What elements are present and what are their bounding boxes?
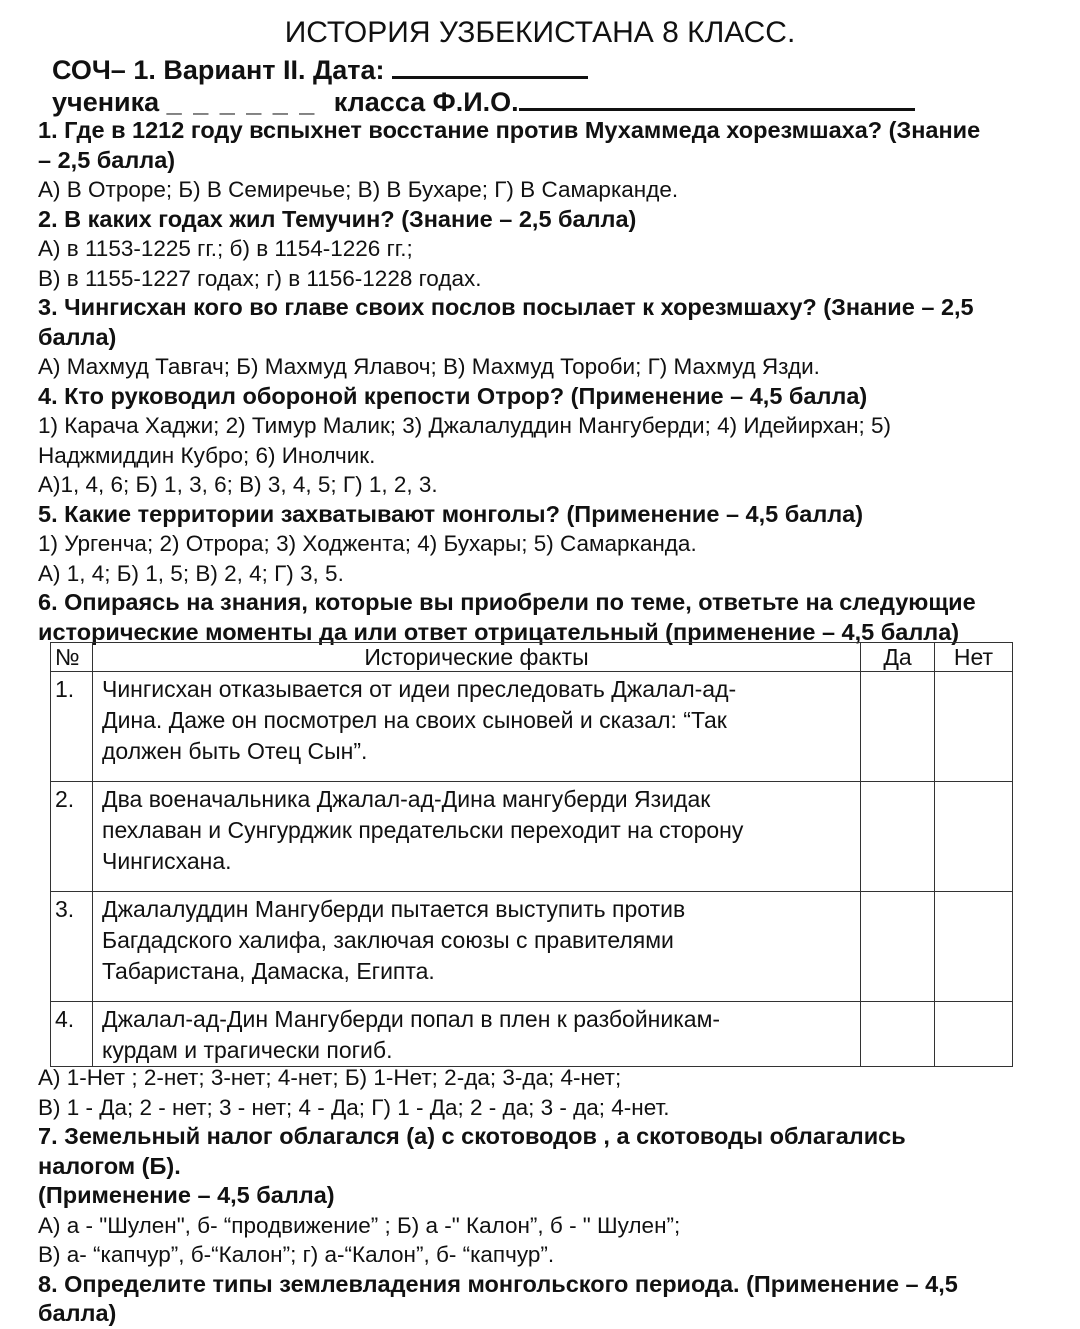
question-6 <box>38 588 1048 647</box>
question-text: – 2,5 балла) <box>38 146 176 173</box>
question-text: 7. Земельный налог облагался (а) с скотоводов , а скотоводы облагались <box>38 1123 906 1149</box>
fact-line: Дина. Даже он посмотрел на своих сыновей и сказал: “Так <box>102 707 727 733</box>
question-8 <box>38 1122 1048 1270</box>
exam-variant-date-label: СОЧ– 1. Вариант II. Дата: <box>52 55 385 85</box>
answer-options: А) 1-Нет ; 2-нет; 3-нет; 4-нет; Б) 1-Нет; 2-да; 3-да; 4-нет; <box>38 1065 622 1090</box>
question-text: 2. В каких годах жил Темучин? (Знание – 2,5 балла) <box>38 205 637 232</box>
header-number: № <box>51 643 93 672</box>
row-number: 3. <box>51 892 93 1002</box>
question-2 <box>38 205 1048 294</box>
row-number: 4. <box>51 1002 93 1067</box>
fact-line: пехлаван и Сунгурджик предательски переходит на сторону <box>102 817 744 843</box>
question-text: 1. Где в 1212 году вспыхнет восстание против Мухаммеда хорезмшаха? (Знание <box>38 117 981 143</box>
question-text: 6. Опираясь на знания, которые вы приобрели по теме, ответьте на следующие <box>38 589 976 615</box>
answer-options: 1) Карача Хаджи; 2) Тимур Малик; 3) Джалалуддин Мангуберди; 4) Идейирхан; 5) <box>38 413 892 438</box>
question-text: налогом (Б). <box>38 1152 181 1179</box>
fact-line: курдам и трагически погиб. <box>102 1037 393 1063</box>
fact-line: Чингисхана. <box>102 848 232 874</box>
question-1 <box>38 116 1048 205</box>
answer-options: 1) Ургенча; 2) Отрора; 3) Ходжента; 4) Бухары; 5) Самарканда. <box>38 531 697 556</box>
fact-line: Багдадского халифа, заключая союзы с правителями <box>102 927 674 953</box>
name-blank[interactable] <box>519 84 915 111</box>
exam-info-line <box>52 52 588 86</box>
fact-line: Джалалуддин Мангуберди пытается выступить против <box>102 896 686 922</box>
row-fact <box>93 782 861 892</box>
question-text: 5. Какие территории захватывают монголы? (Применение – 4,5 балла) <box>38 500 864 527</box>
header-yes: Да <box>861 643 935 672</box>
question-7 <box>38 1063 1048 1122</box>
fact-line: Джалал-ад-Дин Мангуберди попал в плен к разбойникам- <box>102 1006 721 1032</box>
table-row <box>51 1002 1013 1067</box>
answer-no-cell[interactable] <box>935 672 1013 782</box>
answer-no-cell[interactable] <box>935 892 1013 1002</box>
answer-options: А) в 1153-1225 гг.; б) в 1154-1226 гг.; <box>38 236 413 261</box>
fact-line: Табаристана, Дамаска, Египта. <box>102 958 435 984</box>
fact-line: Два военачальника Джалал-ад-Дина мангуберди Язидак <box>102 786 711 812</box>
answer-options: В) а- “капчур”, б-“Калон”; г) а-“Калон”, б- “капчур”. <box>38 1242 555 1267</box>
answer-options: А)1, 4, 6; Б) 1, 3, 6; В) 3, 4, 5; Г) 1, 2, 3. <box>38 472 438 497</box>
question-text: исторические моменты да или ответ отрицательный (применение – 4,5 балла) <box>38 618 960 645</box>
answer-options: Наджмиддин Кубро; 6) Инолчик. <box>38 442 376 468</box>
row-number: 1. <box>51 672 93 782</box>
row-fact <box>93 1002 861 1067</box>
row-fact <box>93 892 861 1002</box>
answer-yes-cell[interactable] <box>861 672 935 782</box>
answer-yes-cell[interactable] <box>861 892 935 1002</box>
question-text: балла) <box>38 1300 117 1326</box>
answer-options: А) 1, 4; Б) 1, 5; В) 2, 4; Г) 3, 5. <box>38 560 344 586</box>
answer-options: В) 1 - Да; 2 - нет; 3 - нет; 4 - Да; Г) 1 - Да; 2 - да; 3 - да; 4-нет. <box>38 1094 670 1120</box>
answer-options: А) В Отроре; Б) В Семиречье; В) В Бухаре; Г) В Самарканде. <box>38 177 679 202</box>
page-title: ИСТОРИЯ УЗБЕКИСТАНА 8 КЛАСС. <box>284 16 796 49</box>
answer-options: В) в 1155-1227 годах; г) в 1156-1228 годах. <box>38 265 482 291</box>
class-name-label: класса Ф.И.О. <box>333 87 519 117</box>
questions-top <box>38 116 1048 647</box>
question-text: балла) <box>38 323 117 350</box>
question-text: 8. Определите типы землевладения монгольского периода. (Применение – 4,5 <box>38 1270 958 1297</box>
answer-options: А) Махмуд Тавгач; Б) Махмуд Ялавоч; В) Махмуд Тороби; Г) Махмуд Язди. <box>38 354 820 379</box>
table-header-row <box>51 643 1013 672</box>
header-no: Нет <box>935 643 1013 672</box>
question-text: 3. Чингисхан кого во главе своих послов посылает к хорезмшаху? (Знание – 2,5 <box>38 294 974 320</box>
table-row <box>51 782 1013 892</box>
fact-line: Чингисхан отказывается от идеи преследовать Джалал-ад- <box>102 676 737 702</box>
header-facts: Исторические факты <box>93 643 861 672</box>
question-text: (Применение – 4,5 балла) <box>38 1182 335 1208</box>
student-label: ученика <box>52 87 160 117</box>
row-number: 2. <box>51 782 93 892</box>
facts-table <box>50 642 1013 1067</box>
question-4 <box>38 382 1048 500</box>
question-9 <box>38 1270 1048 1329</box>
date-blank[interactable] <box>392 52 588 79</box>
answer-yes-cell[interactable] <box>861 1002 935 1067</box>
student-blank[interactable]: _ _ _ _ _ _ <box>166 87 317 117</box>
answer-yes-cell[interactable] <box>861 782 935 892</box>
answer-no-cell[interactable] <box>935 1002 1013 1067</box>
question-text: 4. Кто руководил обороной крепости Отрор? (Применение – 4,5 балла) <box>38 382 868 409</box>
table-row <box>51 892 1013 1002</box>
answer-no-cell[interactable] <box>935 782 1013 892</box>
student-info-line <box>52 84 915 118</box>
question-3 <box>38 293 1048 382</box>
answer-options: А) а - "Шулен", б- “продвижение” ; Б) а -" Калон”, б - " Шулен”; <box>38 1212 681 1238</box>
question-5 <box>38 500 1048 589</box>
fact-line: должен быть Отец Сын”. <box>102 738 368 764</box>
row-fact <box>93 672 861 782</box>
questions-bottom <box>38 1063 1048 1329</box>
table-row <box>51 672 1013 782</box>
